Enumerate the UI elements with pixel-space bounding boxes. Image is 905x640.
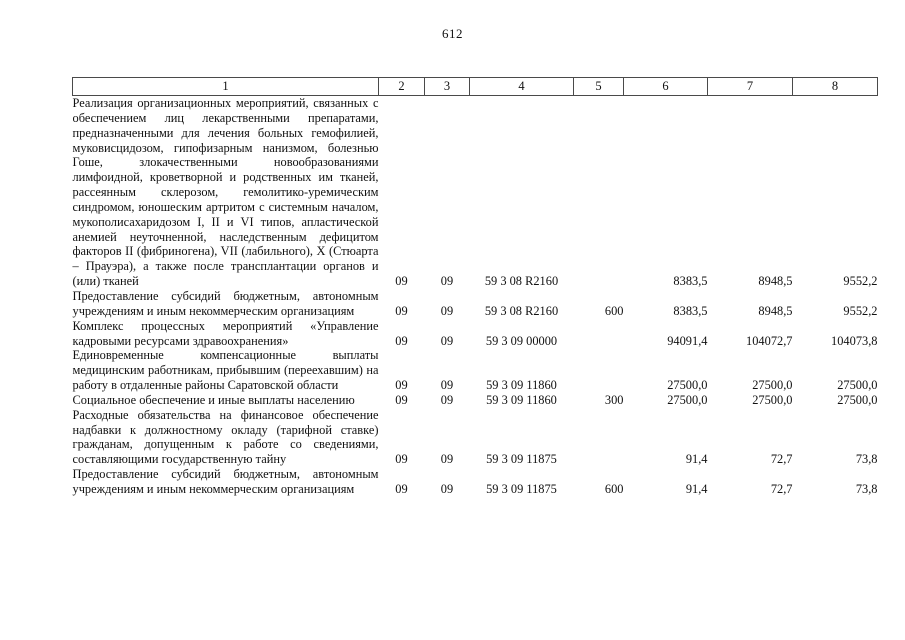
code-cell-col5 (574, 348, 624, 393)
amount-cell-col6: 91,4 (685, 481, 708, 496)
table-row (73, 289, 878, 319)
page-number: 612 (442, 26, 463, 41)
amount-cell-col6: 91,4 (685, 452, 708, 467)
amount-cell-col7: 27500,0 (752, 378, 793, 393)
column-header-3: 3 (425, 78, 470, 96)
column-number-header-row (73, 78, 878, 96)
column-header-8: 8 (793, 78, 878, 96)
code-cell-col3: 09 (440, 303, 454, 318)
program-name-cell: Предоставление субсидий бюджетным, автономным учреждениям и иным некоммерческим организациям (72, 288, 379, 318)
code-cell-col3: 09 (440, 378, 454, 393)
table-row (73, 393, 878, 408)
code-cell-col4: 59 3 08 R2160 (484, 274, 559, 289)
amount-cell-col7: 72,7 (770, 452, 793, 467)
amount-cell-col8: 27500,0 (837, 378, 878, 393)
column-header-2: 2 (379, 78, 425, 96)
code-cell-col3: 09 (440, 481, 454, 496)
code-cell-col2: 09 (395, 481, 408, 496)
code-cell-col4: 59 3 08 R2160 (484, 303, 559, 318)
code-cell-col3: 09 (440, 274, 454, 289)
table-row (73, 96, 878, 289)
column-header-6: 6 (624, 78, 708, 96)
code-cell-col4: 59 3 09 00000 (485, 333, 558, 348)
table-row (73, 408, 878, 467)
code-cell-col4: 59 3 09 11875 (486, 452, 557, 467)
column-header-4: 4 (470, 78, 574, 96)
amount-cell-col8: 73,8 (855, 452, 878, 467)
code-cell-col5 (574, 408, 624, 467)
column-header-5: 5 (574, 78, 624, 96)
code-cell-col3: 09 (440, 452, 454, 467)
program-name-cell: Единовременные компенсационные выплаты медицинским работникам, прибывшим (переехавшим) на работу в отдаленные районы Саратовской области (72, 348, 379, 393)
column-header-7: 7 (708, 78, 793, 96)
amount-cell-col6: 27500,0 (667, 392, 708, 407)
amount-cell-col6: 8383,5 (673, 274, 708, 289)
amount-cell-col7: 72,7 (770, 481, 793, 496)
amount-cell-col7: 8948,5 (758, 303, 793, 318)
code-cell-col5 (574, 319, 624, 349)
amount-cell-col7: 27500,0 (752, 392, 793, 407)
code-cell-col2: 09 (395, 452, 408, 467)
amount-cell-col7: 104072,7 (746, 333, 793, 348)
budget-table (72, 77, 878, 497)
code-cell-col5: 300 (604, 392, 624, 407)
program-name-cell: Реализация организационных мероприятий, связанных с обеспечением лиц лекарственными препаратами, предназначенными для лечения больных гемофилией, муковисцидозом, гипофизарным нанизмом, болезнью Гоше, злокачественными новообразованиями лимфоидной, кроветворной и родственных им тканей, рассеянным склерозом, гемолитико-уремическим синдромом, юношеским артритом с системным началом, мукополисахаридозом I, II и VI типов, апластической анемией неуточненной, наследственным дефицитом факторов II (фибриногена), VII (лабильного), X (Стюарта – Прауэра), а также после трансплантации органов и (или) тканей (72, 96, 379, 289)
amount-cell-col6: 94091,4 (667, 333, 708, 348)
program-name-cell: Предоставление субсидий бюджетным, автономным учреждениям и иным некоммерческим организациям (72, 467, 379, 496)
table-row (73, 319, 878, 349)
code-cell-col5 (574, 96, 624, 289)
table-row (73, 467, 878, 497)
amount-cell-col8: 9552,2 (843, 303, 878, 318)
program-name-cell: Комплекс процессных мероприятий «Управление кадровыми ресурсами здравоохранения» (72, 318, 379, 348)
code-cell-col4: 59 3 09 11860 (486, 392, 557, 407)
amount-cell-col8: 27500,0 (837, 392, 878, 407)
program-name-cell: Расходные обязательства на финансовое обеспечение надбавки к должностному окладу (тарифной ставке) гражданам, допущенным к работе со сведениями, составляющими государственную тайну (72, 407, 379, 467)
amount-cell-col8: 104073,8 (831, 333, 878, 348)
code-cell-col2: 09 (395, 333, 408, 348)
code-cell-col5: 600 (604, 303, 624, 318)
table-row (73, 348, 878, 393)
code-cell-col2: 09 (395, 378, 408, 393)
amount-cell-col6: 27500,0 (667, 378, 708, 393)
amount-cell-col8: 9552,2 (843, 274, 878, 289)
program-name-cell: Социальное обеспечение и иные выплаты населению (72, 392, 355, 407)
code-cell-col2: 09 (395, 303, 408, 318)
code-cell-col5: 600 (604, 481, 624, 496)
code-cell-col2: 09 (395, 274, 408, 289)
column-header-1: 1 (73, 78, 379, 96)
code-cell-col4: 59 3 09 11860 (486, 378, 557, 393)
code-cell-col4: 59 3 09 11875 (486, 481, 557, 496)
code-cell-col3: 09 (440, 333, 454, 348)
amount-cell-col6: 8383,5 (673, 303, 708, 318)
code-cell-col3: 09 (440, 392, 454, 407)
amount-cell-col7: 8948,5 (758, 274, 793, 289)
amount-cell-col8: 73,8 (855, 481, 878, 496)
code-cell-col2: 09 (395, 392, 408, 407)
